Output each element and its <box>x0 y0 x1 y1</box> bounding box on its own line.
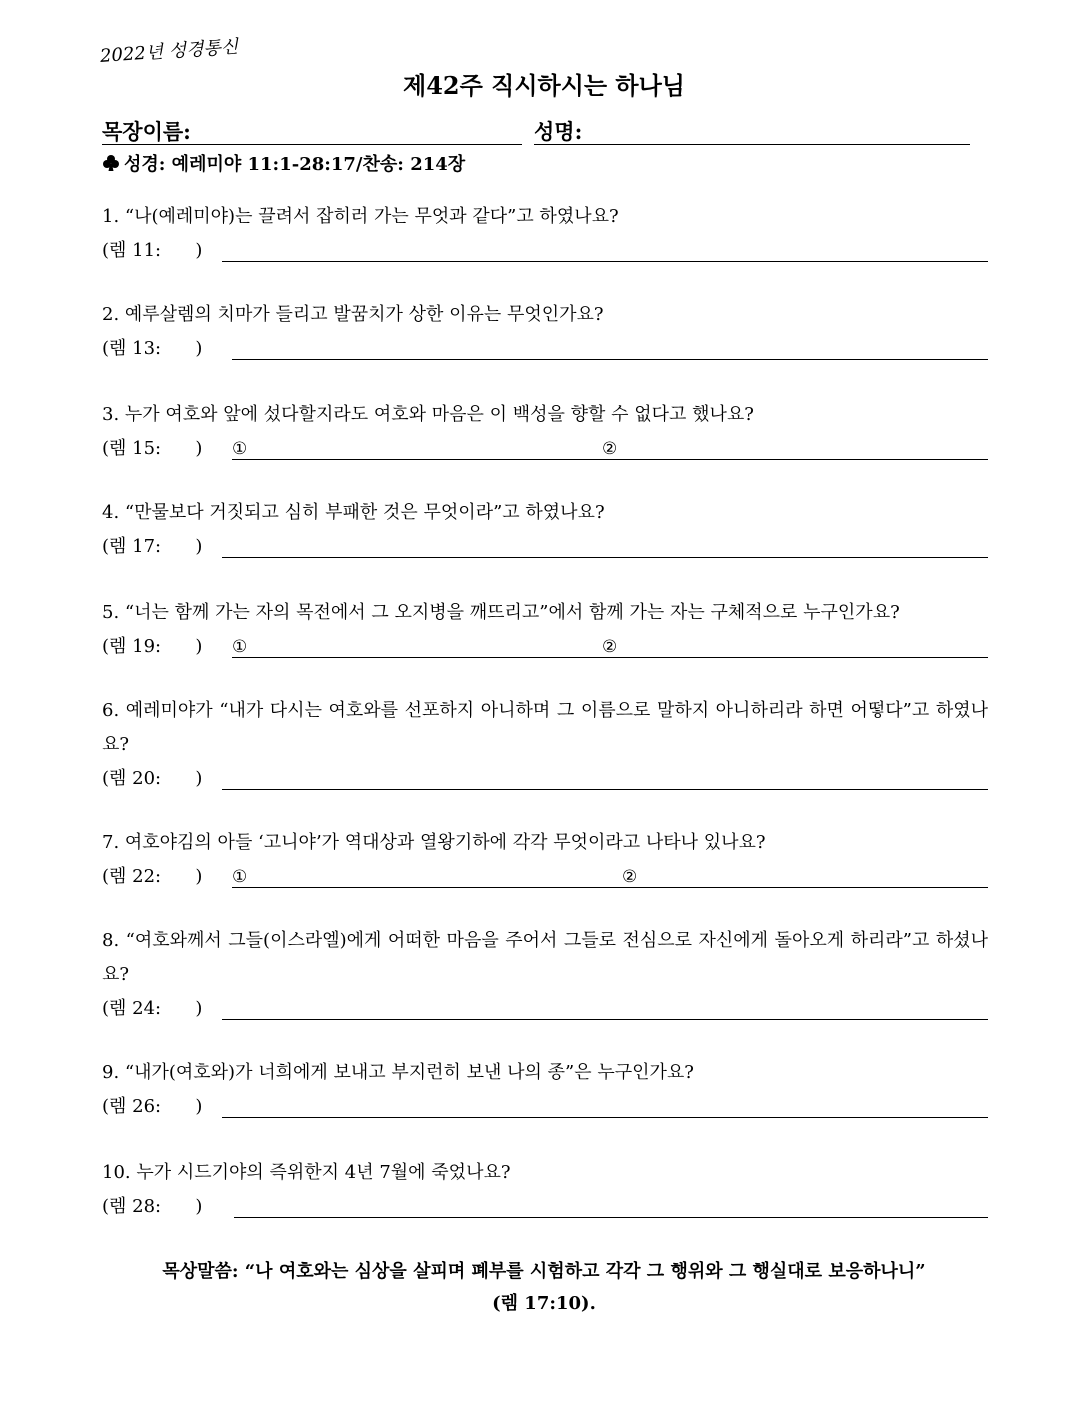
question-6 <box>102 694 988 796</box>
answer-mark-1: ① <box>232 439 248 459</box>
answer-line[interactable] <box>234 1217 988 1218</box>
question-text: 2. 예루살렘의 치마가 들리고 발꿈치가 상한 이유는 무엇인가요? <box>102 304 604 325</box>
verse-ref: (렘 13: ) <box>102 338 203 359</box>
answer-line[interactable] <box>232 459 988 460</box>
answer-row <box>102 332 988 366</box>
verse-ref: (렘 17: ) <box>102 536 203 557</box>
answer-row <box>102 992 988 1026</box>
question-3 <box>102 398 988 466</box>
memory-verse-text: 목상말씀: “나 여호와는 심상을 살피며 폐부를 시험하고 각각 그 행위와 그 행실대로 보응하나니” <box>162 1261 926 1282</box>
answer-line[interactable] <box>222 1019 988 1020</box>
answer-row <box>102 234 988 268</box>
question-text: 4. “만물보다 거짓되고 심히 부패한 것은 무엇이라”고 하였나요? <box>102 502 605 523</box>
answer-line[interactable] <box>232 359 988 360</box>
question-7 <box>102 826 988 894</box>
answer-mark-2: ② <box>602 439 618 459</box>
answer-mark-2: ② <box>602 637 618 657</box>
answer-row <box>102 762 988 796</box>
question-text: 7. 여호야김의 아들 ‘고니야’가 역대상과 열왕기하에 각각 무엇이라고 나타나 있나요? <box>102 832 766 853</box>
answer-mark-1: ① <box>232 867 248 887</box>
question-9 <box>102 1056 988 1124</box>
answer-line[interactable] <box>232 887 988 888</box>
question-8 <box>102 924 988 1026</box>
answer-mark-2: ② <box>622 867 638 887</box>
question-10 <box>102 1156 988 1224</box>
answer-line[interactable] <box>232 657 988 658</box>
answer-row <box>102 432 988 466</box>
answer-line[interactable] <box>222 557 988 558</box>
question-4 <box>102 496 988 564</box>
page-title: 제42주 직시하시는 하나님 <box>403 71 685 100</box>
answer-line[interactable] <box>222 261 988 262</box>
question-text: 3. 누가 여호와 앞에 섰다할지라도 여호와 마음은 이 백성을 향할 수 없다고 했나요? <box>102 404 754 425</box>
answer-mark-1: ① <box>232 637 248 657</box>
verse-ref: (렘 22: ) <box>102 866 203 887</box>
verse-ref: (렘 26: ) <box>102 1096 203 1117</box>
answer-row <box>102 1090 988 1124</box>
answer-row <box>102 1190 988 1224</box>
person-name-line[interactable] <box>534 144 970 145</box>
answer-line[interactable] <box>222 1117 988 1118</box>
corner-note: 2022년 성경통신 <box>99 36 239 67</box>
verse-ref: (렘 11: ) <box>102 240 203 261</box>
verse-ref: (렘 20: ) <box>102 768 203 789</box>
question-text: 10. 누가 시드기야의 즉위한지 4년 7월에 죽었나요? <box>102 1162 511 1183</box>
scripture-text: 성경: 예레미야 11:1-28:17/찬송: 214장 <box>124 154 466 175</box>
question-text: 6. 예레미야가 “내가 다시는 여호와를 선포하지 아니하며 그 이름으로 말하지 아니하리라 하면 어떻다”고 하였나요? <box>102 700 988 755</box>
person-name-label: 성명: <box>534 119 583 144</box>
verse-ref: (렘 28: ) <box>102 1196 203 1217</box>
verse-ref: (렘 19: ) <box>102 636 203 657</box>
verse-ref: (렘 15: ) <box>102 438 203 459</box>
question-1 <box>102 200 988 268</box>
answer-row <box>102 530 988 564</box>
question-2 <box>102 298 988 366</box>
question-text: 8. “여호와께서 그들(이스라엘)에게 어떠한 마음을 주어서 그들로 전심으로 자신에게 돌아오게 하리라”고 하셨나요? <box>102 930 988 985</box>
group-name-line[interactable] <box>102 144 522 145</box>
question-text: 9. “내가(여호와)가 너희에게 보내고 부지런히 보낸 나의 종”은 누구인가요? <box>102 1062 694 1083</box>
verse-ref: (렘 24: ) <box>102 998 203 1019</box>
scripture-line <box>102 150 465 176</box>
name-row <box>102 114 970 146</box>
club-icon <box>102 154 120 172</box>
memory-verse-ref: (렘 17:10). <box>492 1293 596 1314</box>
answer-line[interactable] <box>222 789 988 790</box>
answer-row <box>102 630 988 664</box>
group-name-label: 목장이름: <box>102 119 191 144</box>
question-text: 5. “너는 함께 가는 자의 목전에서 그 오지병을 깨뜨리고”에서 함께 가는 자는 구체적으로 누구인가요? <box>102 602 900 623</box>
question-text: 1. “나(예레미야)는 끌려서 잡히러 가는 무엇과 같다”고 하였나요? <box>102 206 619 227</box>
memory-verse <box>90 1256 998 1320</box>
question-5 <box>102 596 988 664</box>
answer-row <box>102 860 988 894</box>
